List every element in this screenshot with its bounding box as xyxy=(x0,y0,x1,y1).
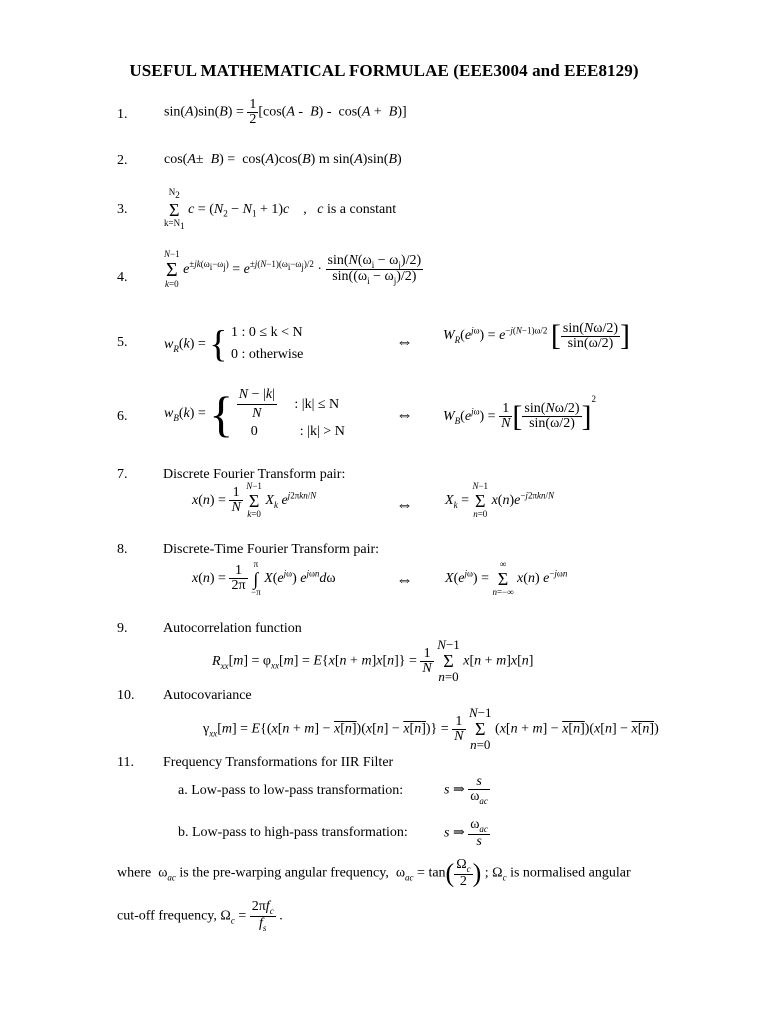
formula-6-rhs: $W_B(e^{j\omega})$ = $\frac{1}{N}$ [ $\frac{\sin(N\omega/2)}{\sin(\omega/2)}$ ]$^2$ xyxy=(443,394,597,433)
page-title: USEFUL MATHEMATICAL FORMULAE (EEE3004 and EEE8129) xyxy=(129,61,639,80)
formula-5-case1: 1 : 0 ≤ k < N xyxy=(231,325,303,340)
formula-11a: s ⇒ $\frac{s}{\omega_{ac}}$ xyxy=(444,774,488,806)
item-number-11: 11. xyxy=(117,755,134,770)
item-number-1: 1. xyxy=(117,107,128,122)
item-number-7: 7. xyxy=(117,467,128,482)
item-number-4: 4. xyxy=(117,270,128,285)
equivalence-symbol-8: ⇔ xyxy=(396,570,413,589)
item-label-7: Discrete Fourier Transform pair: xyxy=(163,467,346,482)
formula-11b: s ⇒ $\frac{\omega_{ac}}{s}$ xyxy=(444,817,488,849)
item-number-8: 8. xyxy=(117,542,128,557)
equivalence-symbol-7: ⇔ xyxy=(396,495,413,514)
formula-2: cos(A± B) = cos(A)cos(B) m sin(A)sin(B) xyxy=(164,152,402,167)
item-number-9: 9. xyxy=(117,621,128,636)
equivalence-symbol-6: ⇔ xyxy=(396,405,413,424)
item-11b-label: b. Low-pass to high-pass transformation: xyxy=(178,825,408,840)
formula-8-rhs: $X(e^{j\omega})$ = ∞ Σ n=−∞ x(n) $e^{-j\omega n}$ xyxy=(445,559,568,597)
formula-6-lhs: $w_B(k)$ = { $\frac{N - |k|}{N}$ : |k| ≤ N 0 : |k| > N xyxy=(164,385,345,442)
formula-8-lhs: x(n) = $\frac{1}{2\pi}$ π ∫ −π $X(e^{j\omega})$ $e^{j\omega n}d\omega$ xyxy=(192,559,336,597)
footer-normalised: is normalised angular xyxy=(510,865,631,881)
item-label-9: Autocorrelation function xyxy=(163,621,302,636)
item-number-10: 10. xyxy=(117,688,135,703)
formula-10: $\gamma_{xx}[m] = E\{(x[n + m] - x[n])(x[n] - x[n])\}$ = $\frac{1}{N}$ N−1 Σ n=0 (x[n + m] − x[n])(x[n] − x[n]) xyxy=(203,705,659,753)
item-number-2: 2. xyxy=(117,153,128,168)
footer-cutoff: cut-off frequency, xyxy=(117,908,217,924)
formula-9: $R_{xx}[m] = \varphi_{xx}[m] = E\{x[n + m]x[n]\}$ = $\frac{1}{N}$ N−1 Σ n=0 x[n + m]x[n] xyxy=(212,637,534,685)
item-label-10: Autocovariance xyxy=(163,688,252,703)
formula-6-case1-cond: : |k| ≤ N xyxy=(294,396,340,412)
item-number-6: 6. xyxy=(117,409,128,424)
item-number-3: 3. xyxy=(117,202,128,217)
footer-where-line: where $\omega_{ac}$ is the pre-warping angular frequency, $\omega_{ac} = \tan$( $\frac{\Omega_c}{2}$ ) ; $\Omega_c$ is normalised angular xyxy=(117,857,631,889)
formula-5-lhs: $w_R(k)$ = { 1 : 0 ≤ k < N 0 : otherwise xyxy=(164,323,304,366)
footer-cutoff-line: cut-off frequency, $\Omega_c$ = $\frac{2\pi f_c}{f_s}$ . xyxy=(117,899,283,933)
equivalence-symbol-5: ⇔ xyxy=(396,332,413,351)
item-label-11: Frequency Transformations for IIR Filter xyxy=(163,755,394,770)
formula-4: N−1 Σ k=0 $e^{\pm jk(\omega_i-\omega_j)} = e^{\pm j(N-1)(\omega_i-\omega_j)/2}$ · $\frac{\sin(N(\omega_i - \omega_j)/2)}{\sin((\omega_i - \omega_j)/2)}$ xyxy=(164,249,422,289)
formula-6-case2: 0 xyxy=(250,424,258,440)
formula-5-rhs: $W_R(e^{j\omega}) = e^{-j(N-1)\omega/2}$ [ $\frac{\sin(N\omega/2)}{\sin(\omega/2)}$ ] xyxy=(443,319,631,352)
footer-prewarp: is the pre-warping angular frequency, xyxy=(179,865,389,881)
formula-1: sin(A)sin(B) = $\frac{1}{2}$ [cos(A - B) - cos(A + B)] xyxy=(164,97,407,127)
formula-7-lhs: x(n) = $\frac{1}{N}$ N−1 Σ k=0 $X_k$ $e^{j2\pi kn/N}$ xyxy=(192,481,317,519)
item-11a-label: a. Low-pass to low-pass transformation: xyxy=(178,783,404,798)
formula-7-rhs: $X_k$ = N−1 Σ n=0 $x(n)e^{-j2\pi kn/N}$ xyxy=(445,481,555,519)
item-number-5: 5. xyxy=(117,335,128,350)
formula-3: $N_2$ Σ $k=N_1$ $c = (N_2 - N_1 + 1)c$ , c is a constant xyxy=(164,187,397,231)
footer-where: where xyxy=(117,865,152,881)
formula-6-case2-cond: : |k| > N xyxy=(299,424,345,440)
formula-5-case2: 0 : otherwise xyxy=(231,347,304,363)
item-label-8: Discrete-Time Fourier Transform pair: xyxy=(163,542,380,557)
